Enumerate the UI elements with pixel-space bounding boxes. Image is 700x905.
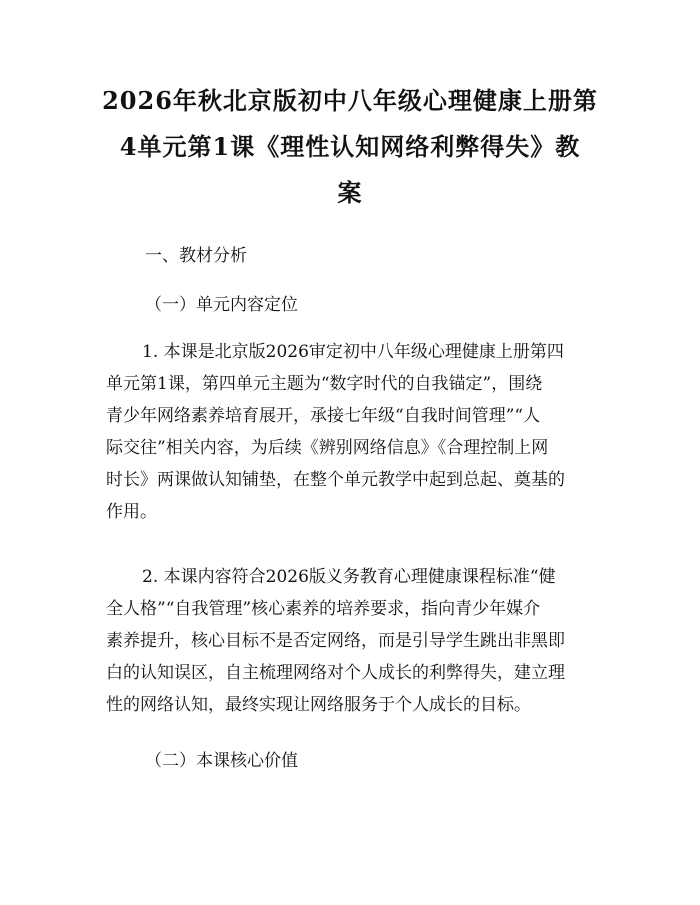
paragraph-1-line-4: 际交往”相关内容，为后续《辨别网络信息》《合理控制上网: [106, 438, 549, 458]
title-line-3: 案: [337, 178, 363, 207]
paragraph-1: [106, 336, 596, 528]
paragraph-2: [106, 561, 596, 721]
title-line-2: 4单元第1课《理性认知网络利弊得失》教: [119, 132, 581, 161]
paragraph-1-line-5: 时长》两课做认知铺垫，在整个单元教学中起到总起、奠基的: [106, 470, 565, 490]
paragraph-2-line-5: 性的网络认知，最终实现让网络服务于个人成长的目标。: [106, 695, 531, 715]
paragraph-1-line-2: 单元第1课，第四单元主题为“数字时代的自我锚定”，围绕: [106, 374, 543, 394]
paragraph-2-line-2: 全人格”“自我管理”核心素养的培养要求，指向青少年媒介: [106, 599, 541, 619]
paragraph-1-line-1: 1. 本课是北京版2026审定初中八年级心理健康上册第四: [142, 342, 564, 362]
paragraph-2-line-3: 素养提升，核心目标不是否定网络，而是引导学生跳出非黑即: [106, 631, 565, 651]
paragraph-2-line-1: 2. 本课内容符合2026版义务教育心理健康课程标准“健: [142, 567, 556, 587]
section-heading-textbook-analysis: 一、教材分析: [145, 246, 247, 266]
subsection-heading-unit-position: （一）单元内容定位: [145, 295, 298, 315]
title-line-1: 2026年秋北京版初中八年级心理健康上册第: [102, 86, 598, 115]
subsection-heading-core-value: （二）本课核心价值: [145, 751, 298, 771]
paragraph-1-line-3: 青少年网络素养培育展开，承接七年级“自我时间管理”“人: [106, 406, 541, 426]
paragraph-2-line-4: 白的认知误区，自主梳理网络对个人成长的利弊得失，建立理: [106, 663, 565, 683]
paragraph-1-line-6: 作用。: [106, 502, 157, 522]
document-title: [90, 78, 610, 216]
